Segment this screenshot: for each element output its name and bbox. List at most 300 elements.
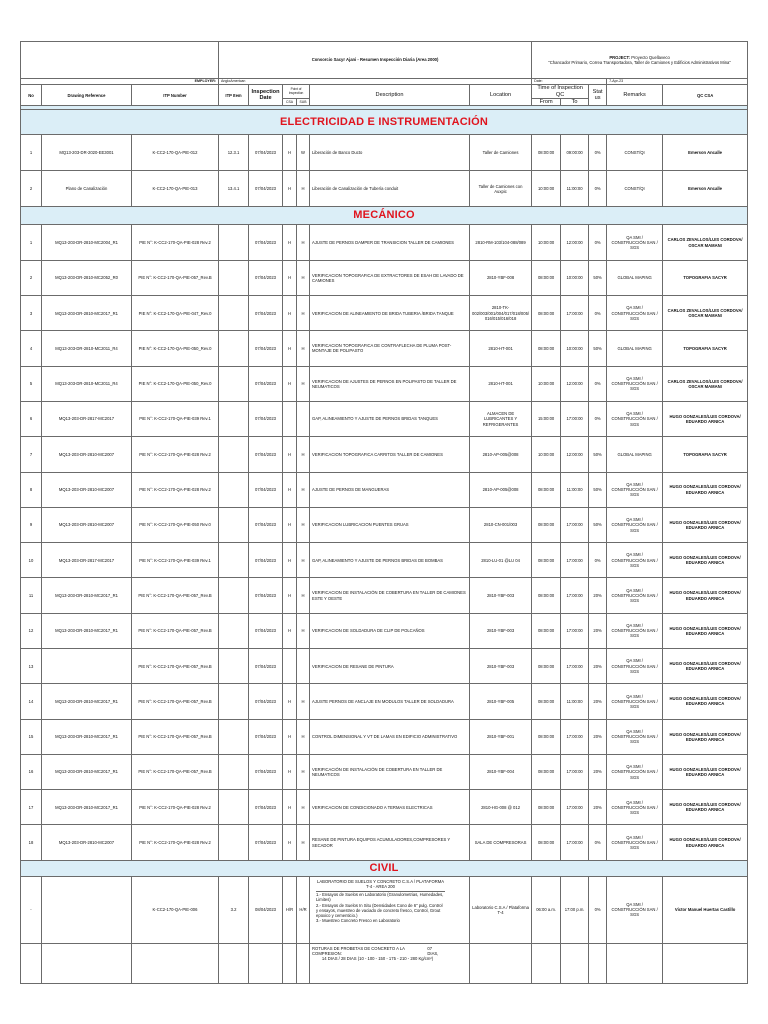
empty-cell (561, 943, 589, 983)
table-row (21, 437, 748, 472)
itp-number: PIE N°: K-CC2-170-QA-PIE-039 Rev.1 (132, 543, 219, 578)
time-from: 08:00:00 (532, 648, 561, 683)
drawing-reference: MQ13-203-DR-2810-MC2017_R1 (42, 754, 132, 789)
time-to: 11:00:00 (561, 472, 589, 507)
location: 2810-AP-005@008 (470, 472, 532, 507)
status: 20% (589, 648, 607, 683)
itp-item (219, 790, 249, 825)
col-sub: SUB (297, 99, 310, 106)
time-from: 10:00:00 (532, 225, 561, 260)
time-from: 08:00:00 (532, 135, 561, 171)
col-from: From (532, 99, 561, 106)
civil-footer-row (21, 943, 748, 983)
description: AJUSTE DE PERNOS DE MANGUERAS (310, 472, 470, 507)
table-row (21, 296, 748, 331)
drawing-reference: MQ13-203-DR-2810-MC2004_R1 (42, 225, 132, 260)
inspection-date: 07/04/2023 (249, 366, 283, 401)
time-to: 17:00:00 (561, 296, 589, 331)
itp-item (219, 543, 249, 578)
inspection-date: 07/04/2023 (249, 171, 283, 207)
compression-line-2: 14 DIAS / 28 DIAS (10 - 100 - 150 - 175 - 210 - 280 Kg/cm²) (321, 956, 434, 962)
status: 20% (589, 754, 607, 789)
csa-code: H (283, 613, 297, 648)
section-title: MECÁNICO (21, 207, 748, 225)
location: 2810-YBF-008 (470, 260, 532, 295)
time-to: 17:00:00 (561, 648, 589, 683)
lab-item: 3.- Muestreo Concreto Fresco en Laboratorio (316, 918, 400, 924)
time-from: 08:00:00 (532, 578, 561, 613)
compression-line-1 (312, 946, 467, 956)
sub-code: H (297, 543, 310, 578)
inspection-date: 07/04/2023 (249, 543, 283, 578)
time-from: 08:00:00 (532, 331, 561, 366)
remarks: QA SMI / CONSTRUCCIÓN SAN / SGS (607, 296, 663, 331)
itp-number: PIE N°: K-CC2-170-QA-PIE-028 Rev.2 (132, 472, 219, 507)
row-number: 5 (21, 366, 42, 401)
remarks: QA SMI / CONSTRUCCIÓN SAN / SGS (607, 543, 663, 578)
time-to: 17:00:00 (561, 719, 589, 754)
location: 2810-HT-001 (470, 366, 532, 401)
project-label: PROJECT: (609, 55, 631, 60)
qc-responsible: TOPOGRAFIA SACYR (663, 437, 748, 472)
csa-code: H (283, 437, 297, 472)
itp-item (219, 401, 249, 436)
status: 20% (589, 790, 607, 825)
empty-cell (532, 943, 561, 983)
remarks: CONST/QI (607, 171, 663, 207)
itp-item (219, 472, 249, 507)
status: 50% (589, 472, 607, 507)
time-to: 17:00:00 (561, 401, 589, 436)
project-name: Proyecto Quellaveco (631, 55, 670, 60)
drawing-reference: MQ13-203-DR-2810-MC2017_R1 (42, 296, 132, 331)
location: 2810-YBF-004 (470, 754, 532, 789)
status: 0% (589, 225, 607, 260)
csa-code: H (283, 296, 297, 331)
empty-cell (589, 943, 607, 983)
description: VERIFICACION DE AJUSTES DE PERNOS EN POLIPASTO DE TALLER DE NEUMATICOS (310, 366, 470, 401)
inspection-table (20, 41, 748, 984)
csa-code (283, 648, 297, 683)
status: 0% (589, 366, 607, 401)
drawing-reference: MQ13-203-DR-2810-MC2017_R1 (42, 578, 132, 613)
location: 2810-AP-005@008 (470, 437, 532, 472)
description: VERIFICACION TOPOGRAFICA DE CONTRAFLECHA DE PLUMA POST-MONTAJE DE POLIPASTO (310, 331, 470, 366)
description: Liberación de Canalización de Tubería conduit (310, 171, 470, 207)
status: 50% (589, 331, 607, 366)
col-description: Description (310, 85, 470, 106)
col-point-of-inspection: Point of Inspection (283, 85, 310, 99)
remarks: GLOBAL MAPING (607, 331, 663, 366)
qc-responsible: CARLOS ZEVALLOS/LUIS CORDOVA/ OSCAR MAMANI (663, 296, 748, 331)
inspection-date: 07/04/2023 (249, 437, 283, 472)
time-from: 08:00:00 (532, 472, 561, 507)
table-row (21, 825, 748, 860)
drawing-reference: MQ13-203-DR-2810-MC2007 (42, 825, 132, 860)
time-from: 08:00:00 (532, 507, 561, 542)
table-row (21, 876, 748, 943)
csa-code (283, 401, 297, 436)
itp-number: PIE N°: K-CC2-170-QA-PIE-057_Rev.B (132, 578, 219, 613)
itp-number: PIE N°: K-CC2-170-QA-PIE-047_Rev.0 (132, 296, 219, 331)
sub-code: H (297, 790, 310, 825)
inspection-date: 07/04/2023 (249, 719, 283, 754)
qc-responsible: HUGO GONZALES/LUIS CORDOVA/ EDUARDO ARNICA (663, 578, 748, 613)
time-to: 11:00:00 (561, 684, 589, 719)
description: VERIFICACIÓN DE INSTALACIÓN DE COBERTURA EN TALLER DE NEUMATICOS (310, 754, 470, 789)
row-number: 4 (21, 331, 42, 366)
location: 2810-HG-008 @ 012 (470, 790, 532, 825)
qc-responsible: CARLOS ZEVALLOS/LUIS CORDOVA/ OSCAR MAMANI (663, 225, 748, 260)
location: 2810-LU-01 @LU 04 (470, 543, 532, 578)
status: 50% (589, 260, 607, 295)
table-row (21, 578, 748, 613)
lab-title: LABORATORIO DE SUELOS Y CONCRETO C.S.A / PLATAFORMA T-4 - AREA 200 (316, 877, 445, 892)
remarks: QA SMI / CONSTRUCCIÓN SAN / SGS (607, 578, 663, 613)
row-number: 1 (21, 225, 42, 260)
qc-responsible: CARLOS ZEVALLOS/LUIS CORDOVA/ OSCAR MAMANI (663, 366, 748, 401)
itp-item (219, 648, 249, 683)
time-from: 08:00:00 (532, 296, 561, 331)
status: 20% (589, 578, 607, 613)
sub-code: H (297, 171, 310, 207)
row-number: 6 (21, 401, 42, 436)
remarks: QA SMI / CONSTRUCCIÓN SAN / SGS (607, 366, 663, 401)
status: 0% (589, 401, 607, 436)
description: GAP, ALINEAMIENTO Y AJUSTE DE PERNOS BRIDAS TANQUES (310, 401, 470, 436)
table-row (21, 260, 748, 295)
title-row (21, 42, 748, 79)
location: 2810-HT-001 (470, 331, 532, 366)
sub-code (297, 401, 310, 436)
itp-item (219, 684, 249, 719)
row-number: - (21, 876, 42, 943)
location: 2810-YBF-003 (470, 648, 532, 683)
inspection-date: 07/04/2023 (249, 684, 283, 719)
table-row (21, 366, 748, 401)
drawing-reference: MQ13-203-DR-2810-MC2052_R0 (42, 260, 132, 295)
inspection-date: 07/04/2023 (249, 507, 283, 542)
csa-code: H (283, 719, 297, 754)
description: VERIFICACION DE CONDICIONADO A TERMAS ELECTRICAS (310, 790, 470, 825)
inspection-date: 08/04/2023 (249, 876, 283, 943)
itp-number: PIE N°: K-CC2-170-QA-PIE-039 Rev.1 (132, 401, 219, 436)
description: AJUSTE PERNOS DE ANCLAJE EN MODULOS TALLER DE SOLDADURA (310, 684, 470, 719)
location: 2810-TK-002/003/001/004/017/018/005/016/015/016/018 (470, 296, 532, 331)
remarks: QA SMI / CONSTRUCCIÓN SAN / SGS (607, 401, 663, 436)
drawing-reference (42, 648, 132, 683)
time-from: 08:00:00 (532, 719, 561, 754)
location: Taller de Camiones con Auxpic (470, 171, 532, 207)
col-csa: CSA (283, 99, 297, 106)
time-to: 17:00 p.m. (561, 876, 589, 943)
inspection-date: 07/04/2023 (249, 331, 283, 366)
col-remarks: Remarks (607, 85, 663, 106)
itp-item (219, 613, 249, 648)
empty-cell (219, 943, 249, 983)
empty-cell (297, 943, 310, 983)
row-number: 7 (21, 437, 42, 472)
date-label: Date: (532, 79, 607, 85)
inspection-date: 07/04/2023 (249, 260, 283, 295)
itp-number: PIE N°: K-CC2-170-QA-PIE-028 Rev.2 (132, 790, 219, 825)
status: 0% (589, 543, 607, 578)
location: ALMACEN DE LUBRICANTES Y REFRIGERANTES (470, 401, 532, 436)
table-row (21, 507, 748, 542)
section-title: ELECTRICIDAD E INSTRUMENTACIÓN (21, 110, 748, 135)
location: Taller de Camiones (470, 135, 532, 171)
lab-description (310, 876, 470, 943)
status: 0% (589, 876, 607, 943)
sub-code: H (297, 260, 310, 295)
itp-item: 13.4.1 (219, 171, 249, 207)
remarks: QA SMI / CONSTRUCCIÓN SAN / SGS (607, 472, 663, 507)
qc-responsible: TOPOGRAFIA SACYR (663, 260, 748, 295)
drawing-reference: MQ13-203-DR-2810-MC2017_R1 (42, 613, 132, 648)
remarks: QA SMI / CONSTRUCCIÓN SAN / SGS (607, 684, 663, 719)
itp-number: PIE N°: K-CC2-170-QA-PIE-057_Rev.B (132, 260, 219, 295)
remarks: QA SMI / CONSTRUCCIÓN SAN / SGS (607, 225, 663, 260)
sub-code (297, 648, 310, 683)
drawing-reference: MQ13-203-DR-2810-MC2007 (42, 437, 132, 472)
drawing-reference: MQ13-203-DR-2810-MC2011_R4 (42, 366, 132, 401)
col-itp-number: ITP Number (132, 85, 219, 106)
drawing-reference: MQ13-203-DR-2810-MC2017_R1 (42, 719, 132, 754)
location: 2810-YBF-003 (470, 578, 532, 613)
csa-code: H (283, 684, 297, 719)
csa-code: H (283, 171, 297, 207)
section-header-civil (21, 860, 748, 876)
description: CONTROL DIMENSIONAL Y VT DE LAMAS EN EDIFICIO ADMINISTRATIVO (310, 719, 470, 754)
itp-number: PIE N°: K-CC2-170-QA-PIE-028 Rev.2 (132, 437, 219, 472)
sub-code: H (297, 613, 310, 648)
itp-number: PIE N°: K-CC2-170-QA-PIE-028 Rev.2 (132, 225, 219, 260)
itp-item (219, 437, 249, 472)
csa-code: H (283, 507, 297, 542)
sub-code: H (297, 366, 310, 401)
row-number: 3 (21, 296, 42, 331)
qc-responsible: HUGO GONZALES/LUIS CORDOVA/ EDUARDO ARNICA (663, 684, 748, 719)
qc-responsible: HUGO GONZALES/LUIS CORDOVA/ EDUARDO ARNICA (663, 825, 748, 860)
qc-responsible: HUGO GONZALES/LUIS CORDOVA/ EDUARDO ARNICA (663, 648, 748, 683)
remarks: QA SMI / CONSTRUCCIÓN SAN / SGS (607, 613, 663, 648)
remarks: QA SMI / CONSTRUCCIÓN SAN / SGS (607, 648, 663, 683)
table-row (21, 719, 748, 754)
description: Liberación de Banco Ducto (310, 135, 470, 171)
sub-code: H (297, 296, 310, 331)
csa-code: H (283, 225, 297, 260)
description: VERIFICACION LUBRICACION PUENTES GRUAS (310, 507, 470, 542)
itp-item: 3.2 (219, 876, 249, 943)
sub-code: H (297, 472, 310, 507)
table-row (21, 543, 748, 578)
inspection-sheet (20, 41, 747, 984)
row-number: 15 (21, 719, 42, 754)
time-from: 08:00:00 (532, 684, 561, 719)
row-number: 12 (21, 613, 42, 648)
col-inspection-date: Inspection Date (249, 85, 283, 106)
time-from: 08:00:00 (532, 754, 561, 789)
itp-item (219, 719, 249, 754)
itp-item (219, 225, 249, 260)
time-to: 09:00:00 (561, 135, 589, 171)
col-qc-csa: QC CSA (663, 85, 748, 106)
compression-text: ROTURAS DE PROBETAS DE CONCRETO A LA COMPRESION: (312, 945, 405, 956)
remarks: QA SMI / CONSTRUCCIÓN SAN / SGS (607, 790, 663, 825)
drawing-reference: Plano de Canalización (42, 171, 132, 207)
itp-number: PIE N°: K-CC2-170-QA-PIE-028 Rev.2 (132, 825, 219, 860)
status: 20% (589, 613, 607, 648)
drawing-reference: MQ13-203-DR-2810-MC2007 (42, 507, 132, 542)
status: 0% (589, 825, 607, 860)
row-number: 14 (21, 684, 42, 719)
empty-cell (249, 943, 283, 983)
empty-cell (132, 943, 219, 983)
qc-responsible: HUGO GONZALES/LUIS CORDOVA/ EDUARDO ARNICA (663, 719, 748, 754)
sub-code: H (297, 719, 310, 754)
itp-item: 12.3.1 (219, 135, 249, 171)
drawing-reference: MQ13-203-DR-2810-MC2017_R1 (42, 684, 132, 719)
itp-number: PIE N°: K-CC2-170-QA-PIE-057_Rev.B (132, 719, 219, 754)
time-to: 12:00:00 (561, 366, 589, 401)
section-header-electrical (21, 110, 748, 135)
date-value: 7-Apr-23 (607, 79, 748, 85)
inspection-date: 07/04/2023 (249, 648, 283, 683)
col-itp-item: ITP Item (219, 85, 249, 106)
qc-responsible: Emerson Ancalle (663, 171, 748, 207)
table-row (21, 331, 748, 366)
inspection-date: 07/04/2023 (249, 225, 283, 260)
section-header-mechanical (21, 207, 748, 225)
status: 0% (589, 135, 607, 171)
empty-cell (663, 943, 748, 983)
csa-code: H (283, 366, 297, 401)
csa-code: H (283, 825, 297, 860)
table-row (21, 613, 748, 648)
sub-code: H (297, 754, 310, 789)
itp-item (219, 331, 249, 366)
lab-item: 1.- Ensayos de Suelos en Laboratorio (Granulometrias, Humedades, Limites) (316, 892, 444, 903)
drawing-reference (42, 876, 132, 943)
employer-label: EMPLOYER: (194, 79, 217, 83)
sub-code: H (297, 507, 310, 542)
table-row (21, 472, 748, 507)
qc-responsible: Emerson Ancalle (663, 135, 748, 171)
itp-item (219, 754, 249, 789)
itp-number: PIE N°: K-CC2-170-QA-PIE-057_Rev.B (132, 754, 219, 789)
itp-number: K-CC2-170-QA-PIE-012 (132, 135, 219, 171)
column-header-row-1 (21, 85, 748, 99)
row-number: 10 (21, 543, 42, 578)
qc-responsible: Victor Manuel Huertas Castillo (663, 876, 748, 943)
time-to: 12:00:00 (561, 437, 589, 472)
project-scope: "Chancador Primario, Correa Transportadora, Taller de Camiones y Edificios Administrativos Mina" (548, 60, 731, 65)
inspection-date: 07/04/2023 (249, 754, 283, 789)
itp-item (219, 296, 249, 331)
sub-code: H (297, 825, 310, 860)
itp-item (219, 578, 249, 613)
compression-tests (310, 943, 470, 983)
status: 0% (589, 296, 607, 331)
time-to: 12:00:00 (561, 225, 589, 260)
col-location: Location (470, 85, 532, 106)
remarks: CONST/QI (607, 135, 663, 171)
itp-number: PIE N°: K-CC2-170-QA-PIE-050_Rev.0 (132, 366, 219, 401)
remarks: QA SMI / CONSTRUCCIÓN SAN / SGS (607, 754, 663, 789)
row-number: 11 (21, 578, 42, 613)
csa-code: H (283, 790, 297, 825)
remarks: QA SMI / CONSTRUCCIÓN SAN / SGS (607, 719, 663, 754)
time-from: 08:00:00 (532, 825, 561, 860)
location: 2810-CN-001/003 (470, 507, 532, 542)
itp-number: PIE N°: K-CC2-170-QA-PIE-050_Rev.0 (132, 331, 219, 366)
qc-responsible: HUGO GONZALES/LUIS CORDOVA/ EDUARDO ARNICA (663, 401, 748, 436)
time-from: 08:00:00 (532, 790, 561, 825)
empty-cell (283, 943, 297, 983)
qc-responsible: HUGO GONZALES/LUIS CORDOVA/ EDUARDO ARNICA (663, 472, 748, 507)
row-number: 2 (21, 260, 42, 295)
row-number: 16 (21, 754, 42, 789)
sub-code: H (297, 225, 310, 260)
drawing-reference: MQ13-203-DR-2810-MC2017_R1 (42, 790, 132, 825)
itp-number: PIE N°: K-CC2-170-QA-PIE-050 Rev.0 (132, 507, 219, 542)
itp-number: PIE N°: K-CC2-170-QA-PIE-057_Rev.B (132, 684, 219, 719)
time-to: 17:00:00 (561, 507, 589, 542)
location: Laboratorio C.S.A / Plataforma T-4 (470, 876, 532, 943)
inspection-date: 07/04/2023 (249, 825, 283, 860)
row-number: 8 (21, 472, 42, 507)
description: VERIFICACION DE ALINEAMIENTO DE BRIDA TUBERIA /BRIDA TANQUE (310, 296, 470, 331)
time-from: 10:00:00 (532, 366, 561, 401)
sub-code: H (297, 331, 310, 366)
qc-responsible: TOPOGRAFIA SACYR (663, 331, 748, 366)
status: 50% (589, 437, 607, 472)
inspection-date: 07/04/2023 (249, 613, 283, 648)
row-number: 13 (21, 648, 42, 683)
time-to: 17:00:00 (561, 825, 589, 860)
itp-item (219, 260, 249, 295)
table-row (21, 754, 748, 789)
sub-code: H (297, 578, 310, 613)
row-number: 9 (21, 507, 42, 542)
drawing-reference: MQ13-203-DR-2817-MC2017 (42, 401, 132, 436)
time-to: 11:00:00 (561, 171, 589, 207)
empty-cell (42, 943, 132, 983)
description: VERIFICACION TOPOGRAFICA DE EXTRACTORES DE ESAH DE LAVADO DE CAMIONES (310, 260, 470, 295)
inspection-date: 07/04/2023 (249, 401, 283, 436)
time-to: 17:00:00 (561, 578, 589, 613)
qc-responsible: HUGO GONZALES/LUIS CORDOVA/ EDUARDO ARNICA (663, 613, 748, 648)
sub-code: H (297, 684, 310, 719)
drawing-reference: MQ13-203-DR-2810-MC2007 (42, 472, 132, 507)
empty-cell (607, 943, 663, 983)
csa-code: H (283, 331, 297, 366)
inspection-date: 07/04/2023 (249, 135, 283, 171)
csa-code: H (283, 754, 297, 789)
time-from: 08:00:00 (532, 260, 561, 295)
sub-code: H/R (297, 876, 310, 943)
col-to: To (561, 99, 589, 106)
itp-item (219, 366, 249, 401)
description: RESANE DE PINTURA EQUIPOS ACUMULADORES,COMPRESORES Y SECADOR (310, 825, 470, 860)
description: VERIFICACION DE SOLDADURA DE CLIP DE POLCAÑOS (310, 613, 470, 648)
itp-item (219, 825, 249, 860)
csa-code: H (283, 543, 297, 578)
qc-responsible: HUGO GONZALES/LUIS CORDOVA/ EDUARDO ARNICA (663, 507, 748, 542)
compression-days: 07 DIAS, (427, 945, 439, 956)
description: GAP, ALINEAMIENTO Y AJUSTE DE PERNOS BRIDAS DE BOMBAS (310, 543, 470, 578)
remarks: QA SMI / CONSTRUCCIÓN SAN / SGS (607, 825, 663, 860)
